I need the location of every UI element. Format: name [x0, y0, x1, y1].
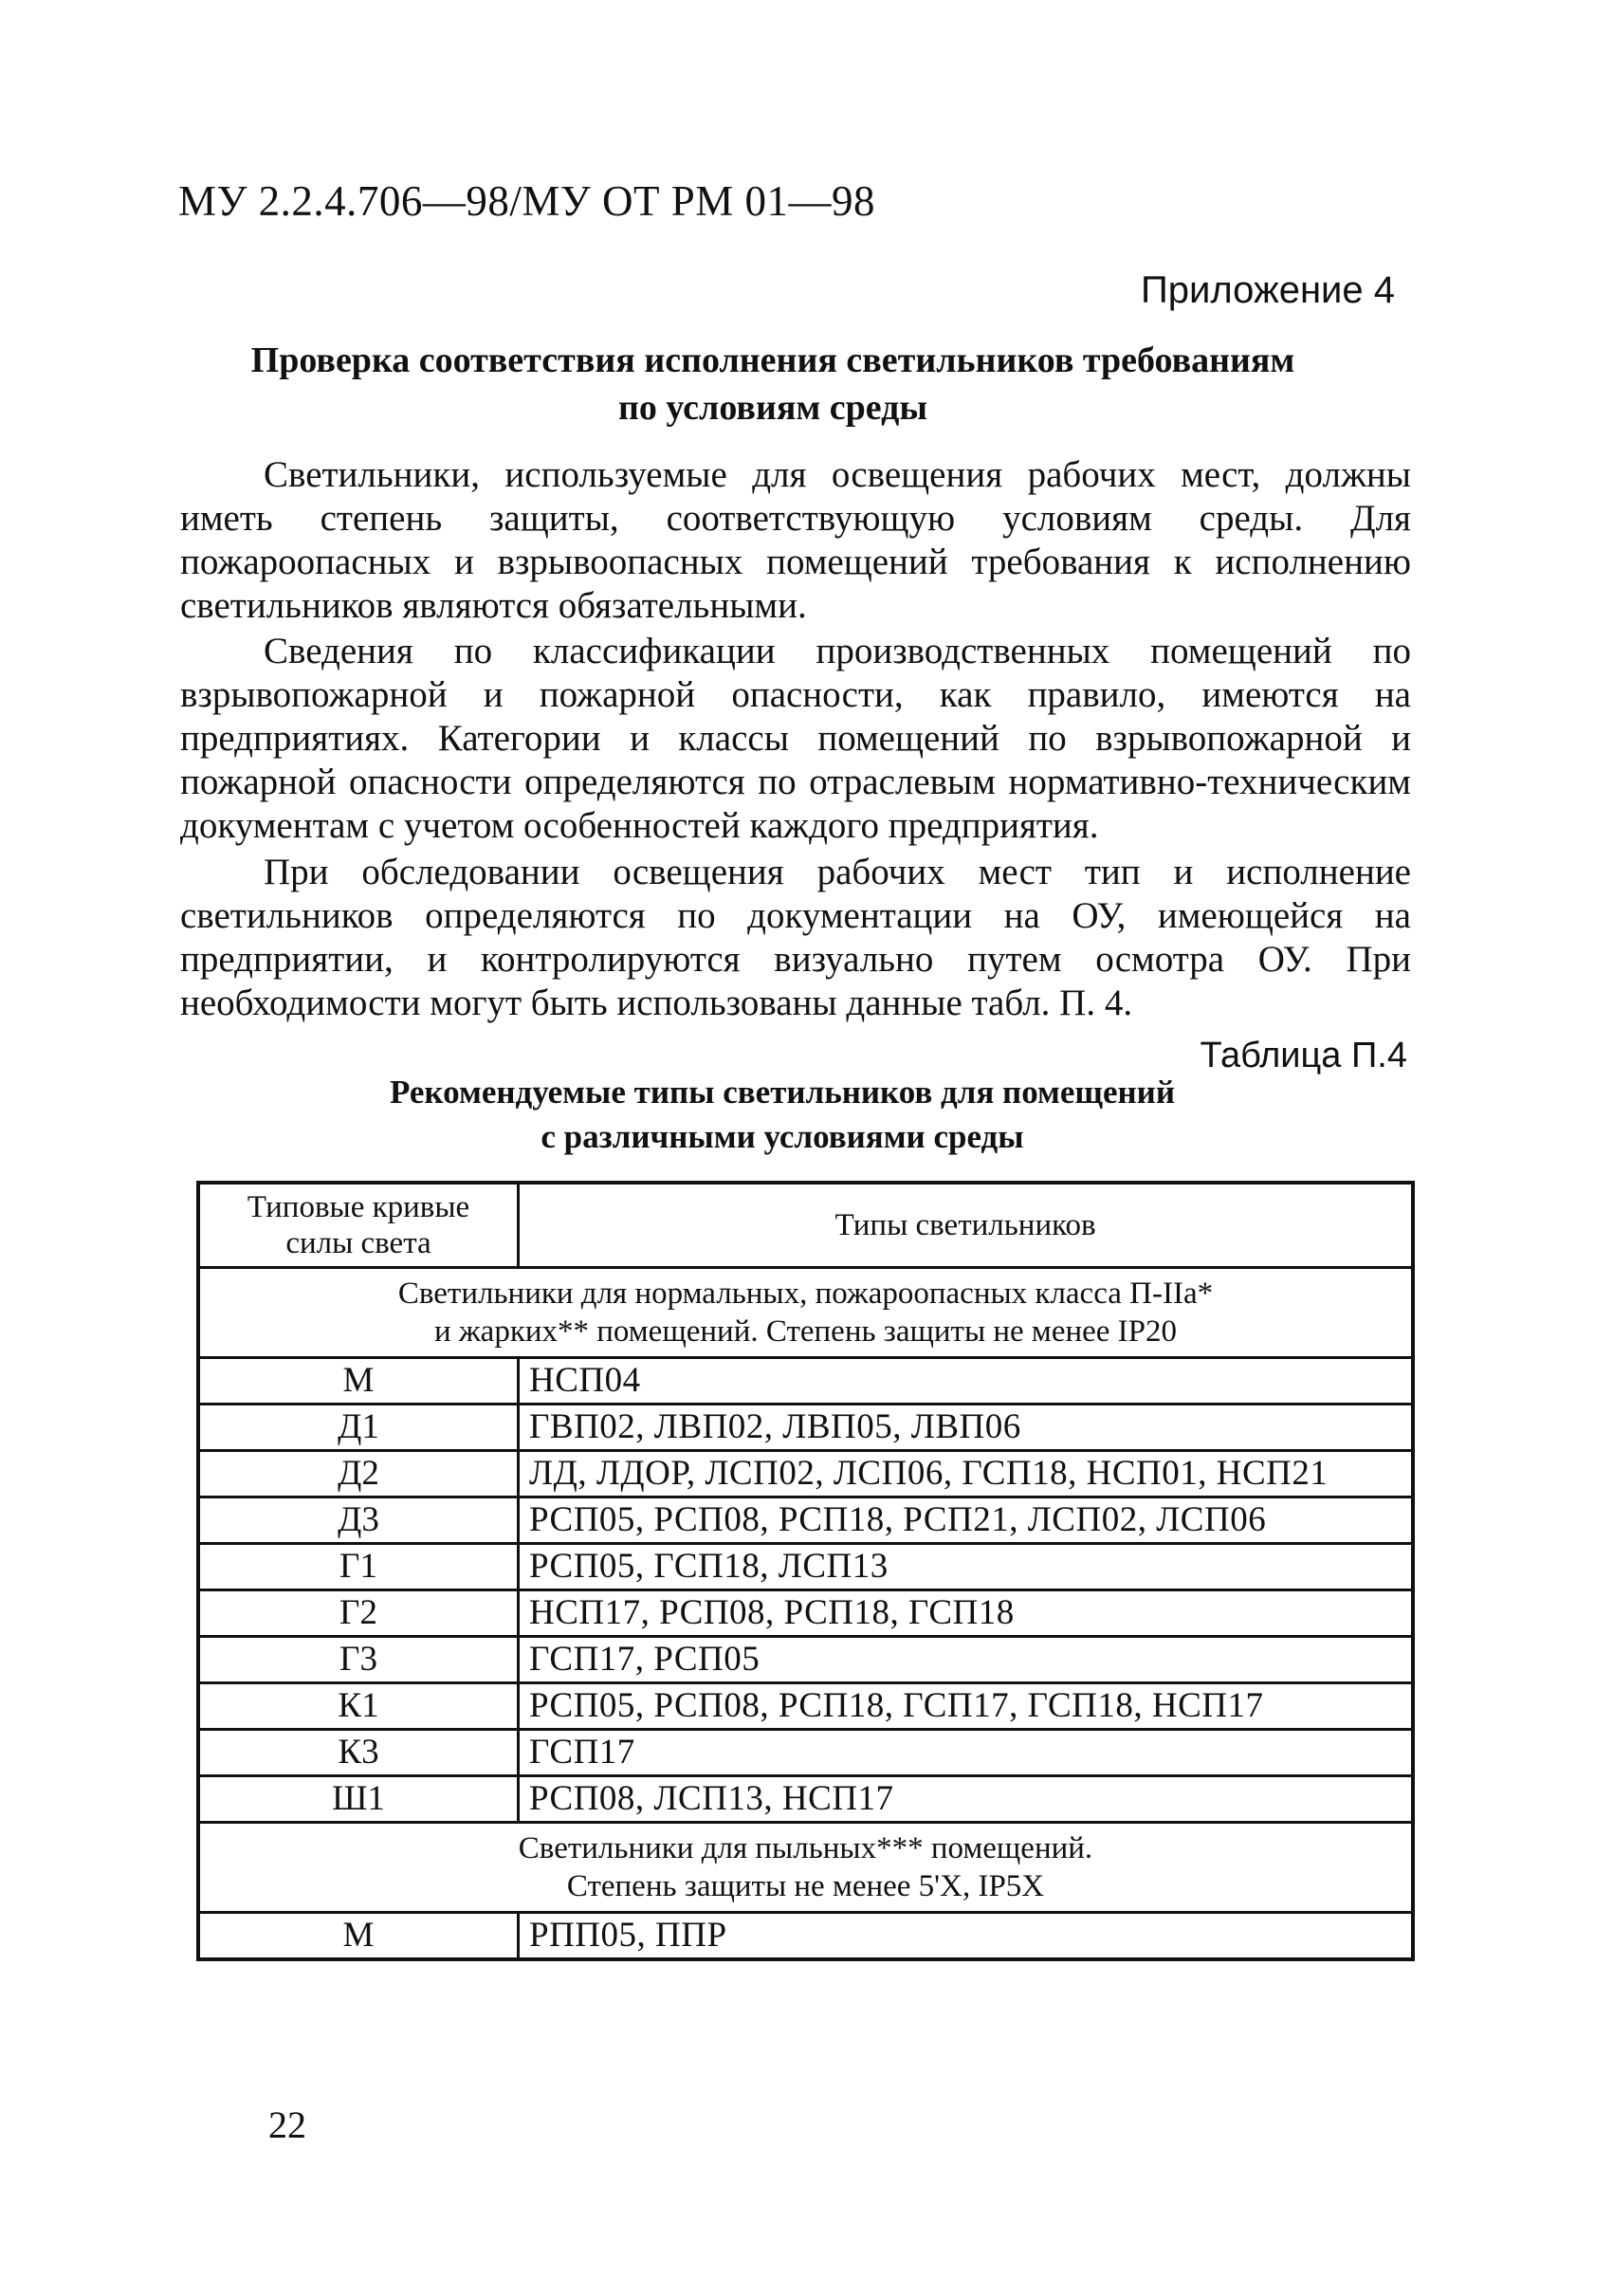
types-cell: ГСП17 [519, 1730, 1414, 1776]
paragraph-text: Светильники, используемые для освещения рабочих мест, должны иметь степень защиты, соответствующую условиям среды. Для пожароопасных и взрывоопасных помещений требования к исполнению светильников являются обязательными. [180, 454, 1411, 626]
curve-cell: Г3 [198, 1637, 519, 1683]
section-line-2: Степень защиты не менее 5'Х, IP5Х [566, 1869, 1045, 1903]
section-title-line-1: Проверка соответствия исполнения светильников требованиям [250, 340, 1295, 380]
section-line-2: и жарких** помещений. Степень защиты не менее IP20 [433, 1314, 1178, 1349]
page-number: 22 [268, 2103, 306, 2146]
table-label: Таблица П.4 [1200, 1036, 1407, 1075]
paragraph-text: При обследовании освещения рабочих мест тип и исполнение светильников определяются по документации на ОУ, имеющейся на предприятии, и контролируются визуально путем осмотра ОУ. При необходимости могут быть использованы данные табл. П. 4. [180, 852, 1411, 1023]
section-cell [198, 1823, 1413, 1913]
table-title [247, 1070, 1318, 1159]
curve-cell: К3 [198, 1730, 519, 1776]
table-row [198, 1497, 1413, 1544]
types-cell: ЛД, ЛДОР, ЛСП02, ЛСП06, ГСП18, НСП01, НСП21 [519, 1451, 1414, 1497]
curve-cell: М [198, 1358, 519, 1405]
paragraph-1 [180, 453, 1411, 632]
paragraph-3 [180, 851, 1411, 1029]
table-row [198, 1683, 1413, 1730]
curve-cell: М [198, 1913, 519, 1960]
types-cell: РСП05, ГСП18, ЛСП13 [519, 1544, 1414, 1590]
curve-cell: Д1 [198, 1405, 519, 1451]
table-row [198, 1405, 1413, 1451]
types-cell: НСП17, РСП08, РСП18, ГСП18 [519, 1590, 1414, 1637]
types-cell: РСП05, РСП08, РСП18, РСП21, ЛСП02, ЛСП06 [519, 1497, 1414, 1544]
table-title-line-2: с различными условиями среды [541, 1118, 1024, 1155]
section-cell [198, 1268, 1413, 1358]
types-cell: РПП05, ППР [519, 1913, 1414, 1960]
table-row [198, 1730, 1413, 1776]
curve-cell: К1 [198, 1683, 519, 1730]
section-row-normal-premises [198, 1268, 1413, 1358]
section-line-1: Светильники для пыльных*** помещений. [518, 1831, 1093, 1865]
section-row-dusty-premises [198, 1823, 1413, 1913]
types-cell: РСП05, РСП08, РСП18, ГСП17, ГСП18, НСП17 [519, 1683, 1414, 1730]
document-code: МУ 2.2.4.706—98/МУ ОТ РМ 01—98 [178, 177, 876, 225]
table-row [198, 1544, 1413, 1590]
types-cell: РСП08, ЛСП13, НСП17 [519, 1776, 1414, 1823]
column-header-curves-line-2: силы света [285, 1226, 431, 1260]
table-row [198, 1913, 1413, 1960]
types-cell: ГВП02, ЛВП02, ЛВП05, ЛВП06 [519, 1405, 1414, 1451]
types-cell: ГСП17, РСП05 [519, 1637, 1414, 1683]
column-header-curves-line-1: Типовые кривые [247, 1190, 470, 1224]
section-title-line-2: по условиям среды [617, 388, 928, 428]
paragraph-text: Сведения по классификации производственных помещений по взрывопожарной и пожарной опасности, как правило, имеются на предприятиях. Категории и классы помещений по взрывопожарной и пожарной опасности определяются по отраслевым нормативно-техническим документам с учетом особенностей каждого предприятия. [180, 631, 1411, 846]
column-header-types: Типы светильников [519, 1183, 1414, 1268]
curve-cell: Ш1 [198, 1776, 519, 1823]
table-row [198, 1776, 1413, 1823]
column-header-curves [198, 1183, 519, 1268]
table-row [198, 1451, 1413, 1497]
section-title [161, 337, 1384, 432]
curve-cell: Д2 [198, 1451, 519, 1497]
curve-cell: Д3 [198, 1497, 519, 1544]
table-title-line-1: Рекомендуемые типы светильников для помещений [389, 1074, 1176, 1111]
table-row [198, 1637, 1413, 1683]
lamp-types-table [196, 1181, 1415, 1961]
curve-cell: Г2 [198, 1590, 519, 1637]
types-cell: НСП04 [519, 1358, 1414, 1405]
section-line-1: Светильники для нормальных, пожароопасных класса П-IIа* [397, 1277, 1214, 1311]
table-row [198, 1358, 1413, 1405]
appendix-label: Приложение 4 [1141, 269, 1395, 311]
curve-cell: Г1 [198, 1544, 519, 1590]
table-row [198, 1590, 1413, 1637]
paragraph-2 [180, 630, 1411, 852]
table-header-row [198, 1183, 1413, 1268]
